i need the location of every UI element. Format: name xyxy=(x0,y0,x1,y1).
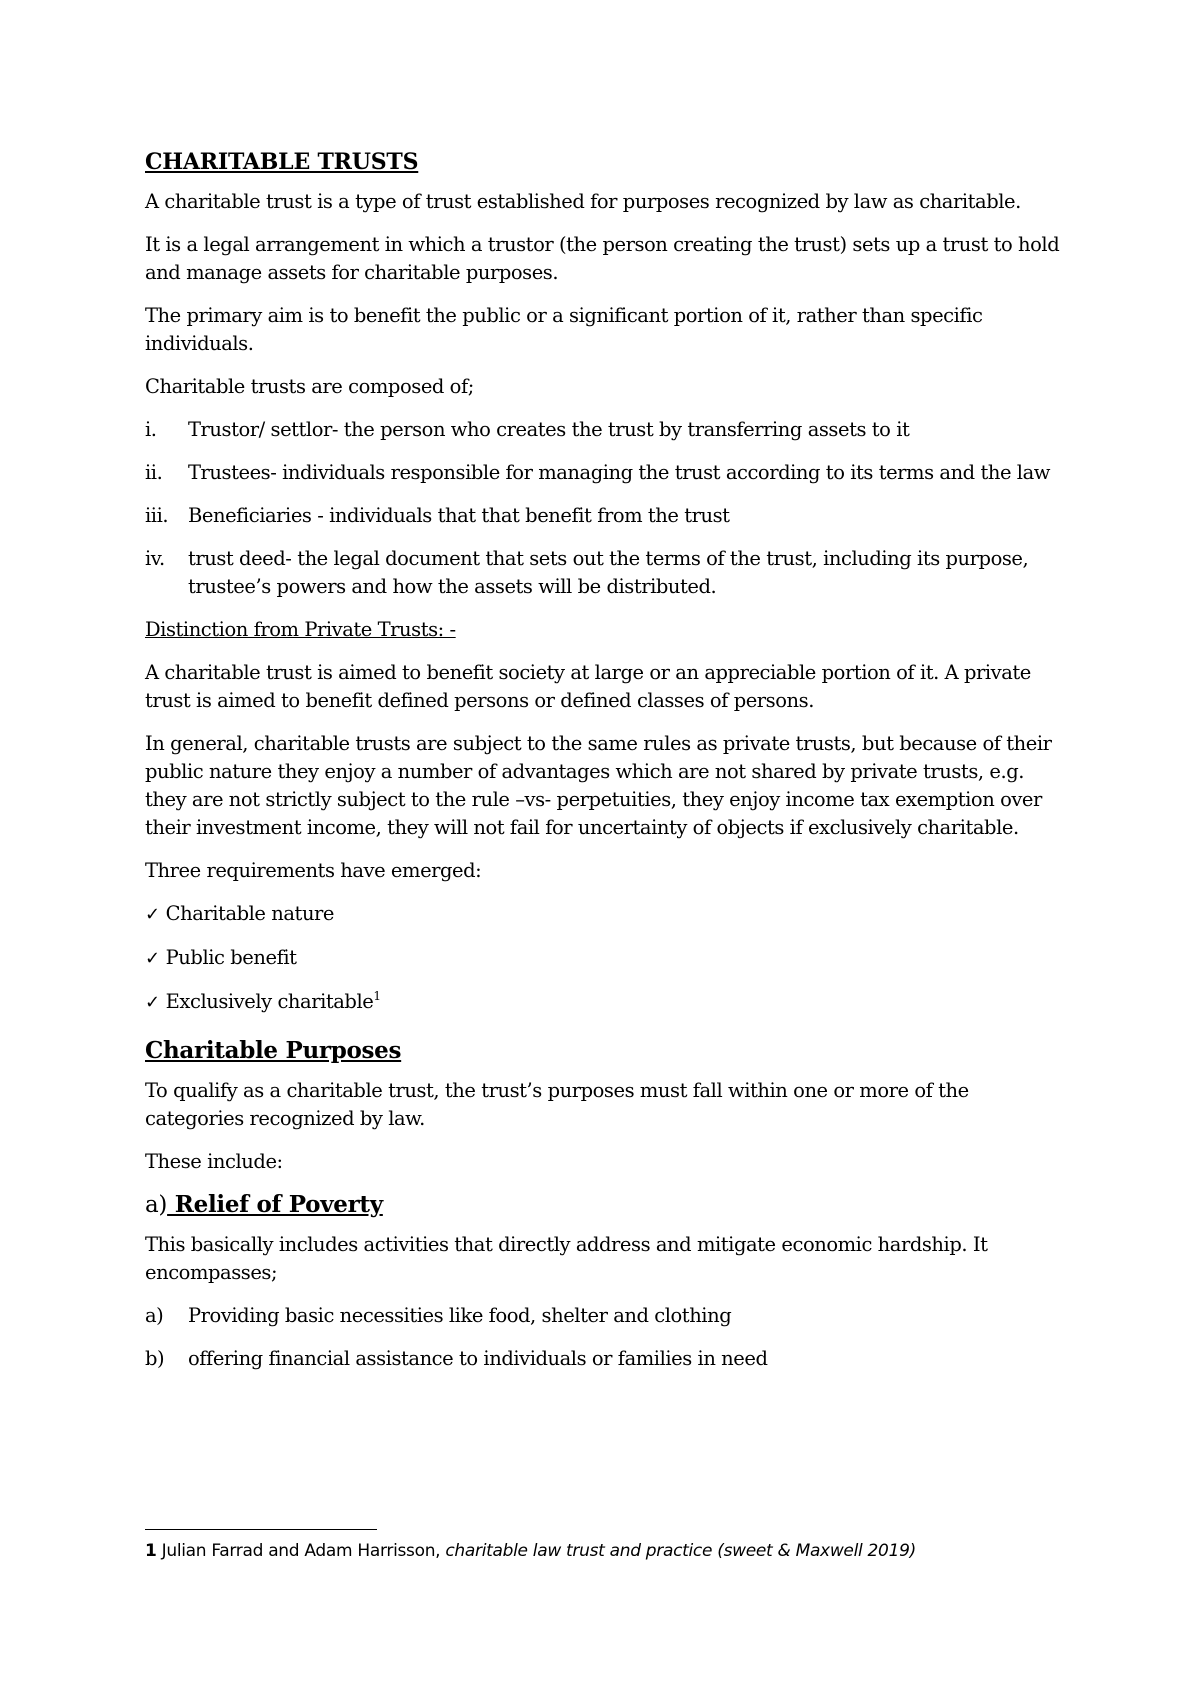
list-marker: iii. xyxy=(145,504,169,527)
check-mark-icon: ✓ xyxy=(145,948,160,969)
check-mark-icon: ✓ xyxy=(145,992,160,1013)
footnote-number: 1 xyxy=(145,1541,157,1561)
distinction-paragraph: In general, charitable trusts are subject to the same rules as private trusts, but because of their public nature they enjoy a number of advantages which are not shared by private trusts, e.g. they are not strictly subject to the rule –vs- perpetuities, they enjoy income tax exemption over their investment income, they will not fail for uncertainty of objects if exclusively charitable. xyxy=(145,732,1052,839)
list-marker: b) xyxy=(145,1347,165,1370)
intro-paragraph: It is a legal arrangement in which a trustor (the person creating the trust) sets up a trust to hold and manage assets for charitable purposes. xyxy=(145,233,1060,284)
intro-paragraph: Charitable trusts are composed of; xyxy=(145,375,474,398)
list-item xyxy=(145,459,1065,487)
intro-paragraph: The primary aim is to benefit the public or a significant portion of it, rather than specific individuals. xyxy=(145,304,983,355)
requirement-text: Charitable nature xyxy=(165,902,335,925)
list-item-text: offering financial assistance to individuals or families in need xyxy=(188,1347,768,1370)
requirement-text: Exclusively charitable xyxy=(165,990,374,1013)
list-item xyxy=(145,416,1065,444)
purposes-paragraph: To qualify as a charitable trust, the trust’s purposes must fall within one or more of the categories recognized by law. xyxy=(145,1079,969,1130)
requirement-item xyxy=(145,988,1065,1017)
list-marker: a) xyxy=(145,1304,164,1327)
distinction-heading: Distinction from Private Trusts: - xyxy=(145,618,456,641)
list-item xyxy=(145,545,1065,601)
footnote-authors: Julian Farrad and Adam Harrisson, xyxy=(156,1541,446,1561)
list-item xyxy=(145,502,1065,530)
list-item-text: Trustees- individuals responsible for managing the trust according to its terms and the law xyxy=(188,461,1051,484)
document-title: CHARITABLE TRUSTS xyxy=(145,149,419,175)
subsection-title: Relief of Poverty xyxy=(167,1191,383,1218)
poverty-paragraph: This basically includes activities that directly address and mitigate economic hardship. It encompasses; xyxy=(145,1233,988,1284)
list-item-text: Trustor/ settlor- the person who creates the trust by transferring assets to it xyxy=(188,418,910,441)
check-mark-icon: ✓ xyxy=(145,904,160,925)
components-list xyxy=(145,416,1065,601)
list-marker: iv. xyxy=(145,547,165,570)
requirement-item xyxy=(145,900,1065,929)
subsection-prefix: a) xyxy=(145,1192,168,1218)
intro-paragraph: A charitable trust is a type of trust established for purposes recognized by law as charitable. xyxy=(145,190,1021,213)
list-item-text: Providing basic necessities like food, shelter and clothing xyxy=(188,1304,732,1327)
purposes-paragraph: These include: xyxy=(145,1150,283,1173)
list-item-text: Beneficiaries - individuals that that benefit from the trust xyxy=(188,504,730,527)
footnote xyxy=(145,1539,1105,1563)
subsection-heading xyxy=(145,1191,1065,1218)
footnote-reference[interactable]: 1 xyxy=(373,989,381,1003)
list-item xyxy=(145,1302,1065,1330)
distinction-paragraph: A charitable trust is aimed to benefit society at large or an appreciable portion of it. A private trust is aimed to benefit defined persons or defined classes of persons. xyxy=(145,661,1031,712)
footnote-citation-title: charitable law trust and practice (sweet & Maxwell 2019) xyxy=(445,1541,916,1561)
list-item xyxy=(145,1345,1065,1373)
list-marker: ii. xyxy=(145,461,163,484)
requirement-item xyxy=(145,944,1065,973)
list-item-text: trust deed- the legal document that sets out the terms of the trust, including its purpose, trustee’s powers and how the assets will be distributed. xyxy=(188,547,1029,598)
distinction-paragraph: Three requirements have emerged: xyxy=(145,859,482,882)
document-body xyxy=(145,149,1065,1388)
list-marker: i. xyxy=(145,418,157,441)
section-heading: Charitable Purposes xyxy=(145,1037,402,1064)
poverty-list xyxy=(145,1302,1065,1373)
requirement-text: Public benefit xyxy=(165,946,297,969)
footnote-separator xyxy=(145,1529,377,1530)
